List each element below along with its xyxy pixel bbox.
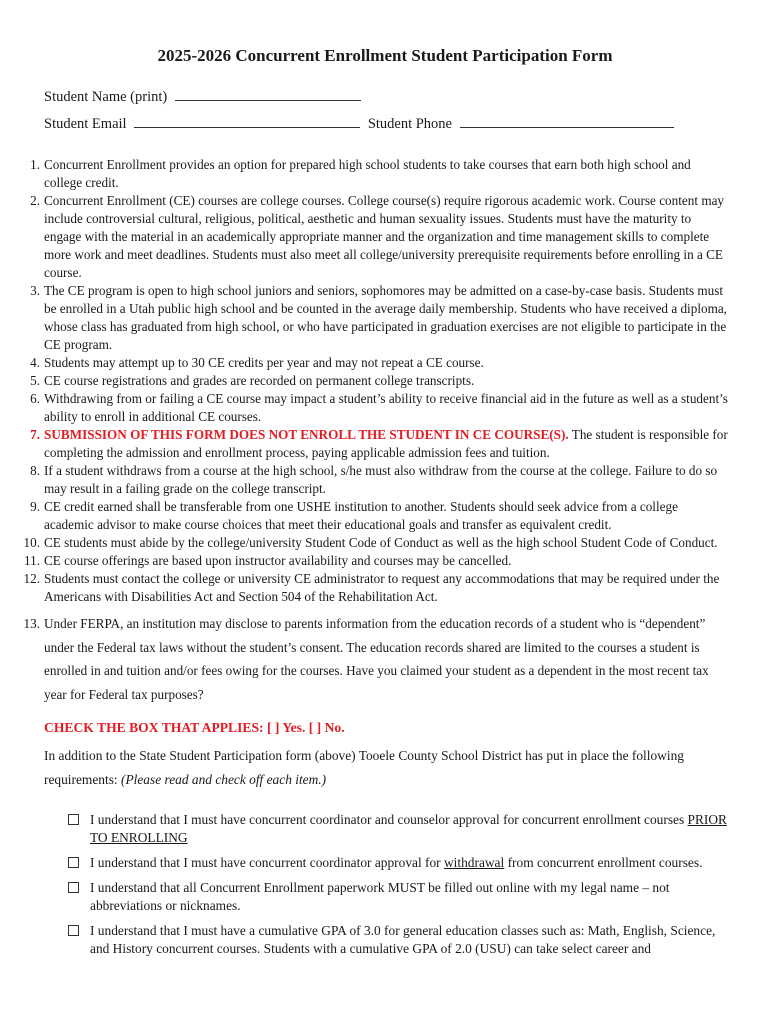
checkbox[interactable]: [68, 925, 79, 936]
district-requirements-intro: In addition to the State Student Participation form (above) Tooele County School District has put in place the following requirements: (Please read and check off each item.): [44, 748, 684, 787]
list-item: 9. CE credit earned shall be transferable from one USHE institution to another. Students should seek advice from a college academic advisor to make course choices that meet their educational goals and transfer as equivalent credit.: [30, 499, 678, 532]
checklist-item: I understand that I must have a cumulative GPA of 3.0 for general education classes such as: Math, English, Science, and History concurrent courses. Students with a cumulative GPA of 2.0 (USU) can take select career and: [68, 922, 728, 958]
list-item: 6. Withdrawing from or failing a CE course may impact a student’s ability to receive financial aid in the future as well as a student’s ability to enroll in additional CE courses.: [30, 391, 728, 424]
checkbox[interactable]: [68, 814, 79, 825]
list-item: 5. CE course registrations and grades are recorded on permanent college transcripts.: [30, 373, 475, 388]
intro-instruction: (Please read and check off each item.): [120, 771, 327, 787]
list-item: 7. SUBMISSION OF THIS FORM DOES NOT ENROLL THE STUDENT IN CE COURSE(S). The student is responsible for completing the admission and enrollment process, paying applicable admission fees and tuition.: [30, 427, 728, 460]
list-item: 3. The CE program is open to high school juniors and seniors, sophomores may be admitted on a case-by-case basis. Students must be enrolled in a Utah public high school and be counted in the average daily membership. Students who have received a diploma, whose class has graduated from high school, or who have participated in graduation exercises are not eligible to participate in the CE program.: [30, 283, 727, 352]
student-name-field[interactable]: [175, 86, 361, 101]
student-email-label: Student Email: [44, 116, 127, 132]
form-title: 2025-2026 Concurrent Enrollment Student Participation Form: [157, 46, 613, 65]
student-name-row: [44, 86, 361, 106]
dependent-check-prompt[interactable]: CHECK THE BOX THAT APPLIES: [ ] Yes. [ ] No.: [44, 720, 345, 735]
student-phone-label: Student Phone: [367, 116, 452, 132]
list-item: 11. CE course offerings are based upon instructor availability and courses may be cancelled.: [24, 553, 512, 568]
student-name-label: Student Name (print): [44, 89, 168, 105]
enrollment-warning: SUBMISSION OF THIS FORM DOES NOT ENROLL THE STUDENT IN CE COURSE(S).: [44, 427, 569, 442]
list-item: 8. If a student withdraws from a course at the high school, s/he must also withdraw from the course at the college. Failure to do so may result in a failing grade on the college transcript.: [30, 463, 718, 496]
student-contact-row: [44, 113, 674, 133]
participation-terms-list: [23, 156, 729, 706]
checkbox[interactable]: [68, 882, 79, 893]
checklist-item: I understand that I must have concurrent coordinator and counselor approval for concurrent enrollment courses PRIOR TO ENROLLING: [68, 811, 728, 847]
list-item: 12. Students must contact the college or university CE administrator to request any accommodations that may be required under the Americans with Disabilities Act and Section 504 of the Rehabilitation Act.: [23, 571, 720, 604]
list-item: 13. Under FERPA, an institution may disclose to parents information from the education records of a student who is “dependent” under the Federal tax laws without the student’s consent. The education records shared are limited to the courses a student is enrolled in and tuition and/or fees owing for the courses. Have you claimed your student as a dependent in the most recent tax year for Federal tax purposes?: [23, 616, 709, 702]
student-email-field[interactable]: [134, 113, 360, 128]
checklist-item: I understand that I must have concurrent coordinator approval for withdrawal from concurrent enrollment courses.: [68, 854, 728, 872]
list-item: 4. Students may attempt up to 30 CE credits per year and may not repeat a CE course.: [30, 355, 484, 370]
list-item: 2. Concurrent Enrollment (CE) courses are college courses. College course(s) require rigorous academic work. Course content may include controversial cultural, religious, political, aesthetic and human sexuality issues. Students must have the maturity to engage with the material in an academically appropriate manner and the organization and time management skills to complete more work and meet deadlines. Students must also meet all college/university prerequisite requirements before enrolling in a CE course.: [30, 193, 725, 280]
requirements-checklist: [68, 811, 728, 965]
list-item: 10. CE students must abide by the college/university Student Code of Conduct as well as the high school Student Code of Conduct.: [23, 535, 718, 550]
list-item: 1. Concurrent Enrollment provides an option for prepared high school students to take courses that earn both high school and college credit.: [30, 157, 691, 190]
checkbox[interactable]: [68, 857, 79, 868]
student-phone-field[interactable]: [460, 113, 674, 128]
checklist-item: I understand that all Concurrent Enrollment paperwork MUST be filled out online with my legal name – not abbreviations or nicknames.: [68, 879, 728, 915]
